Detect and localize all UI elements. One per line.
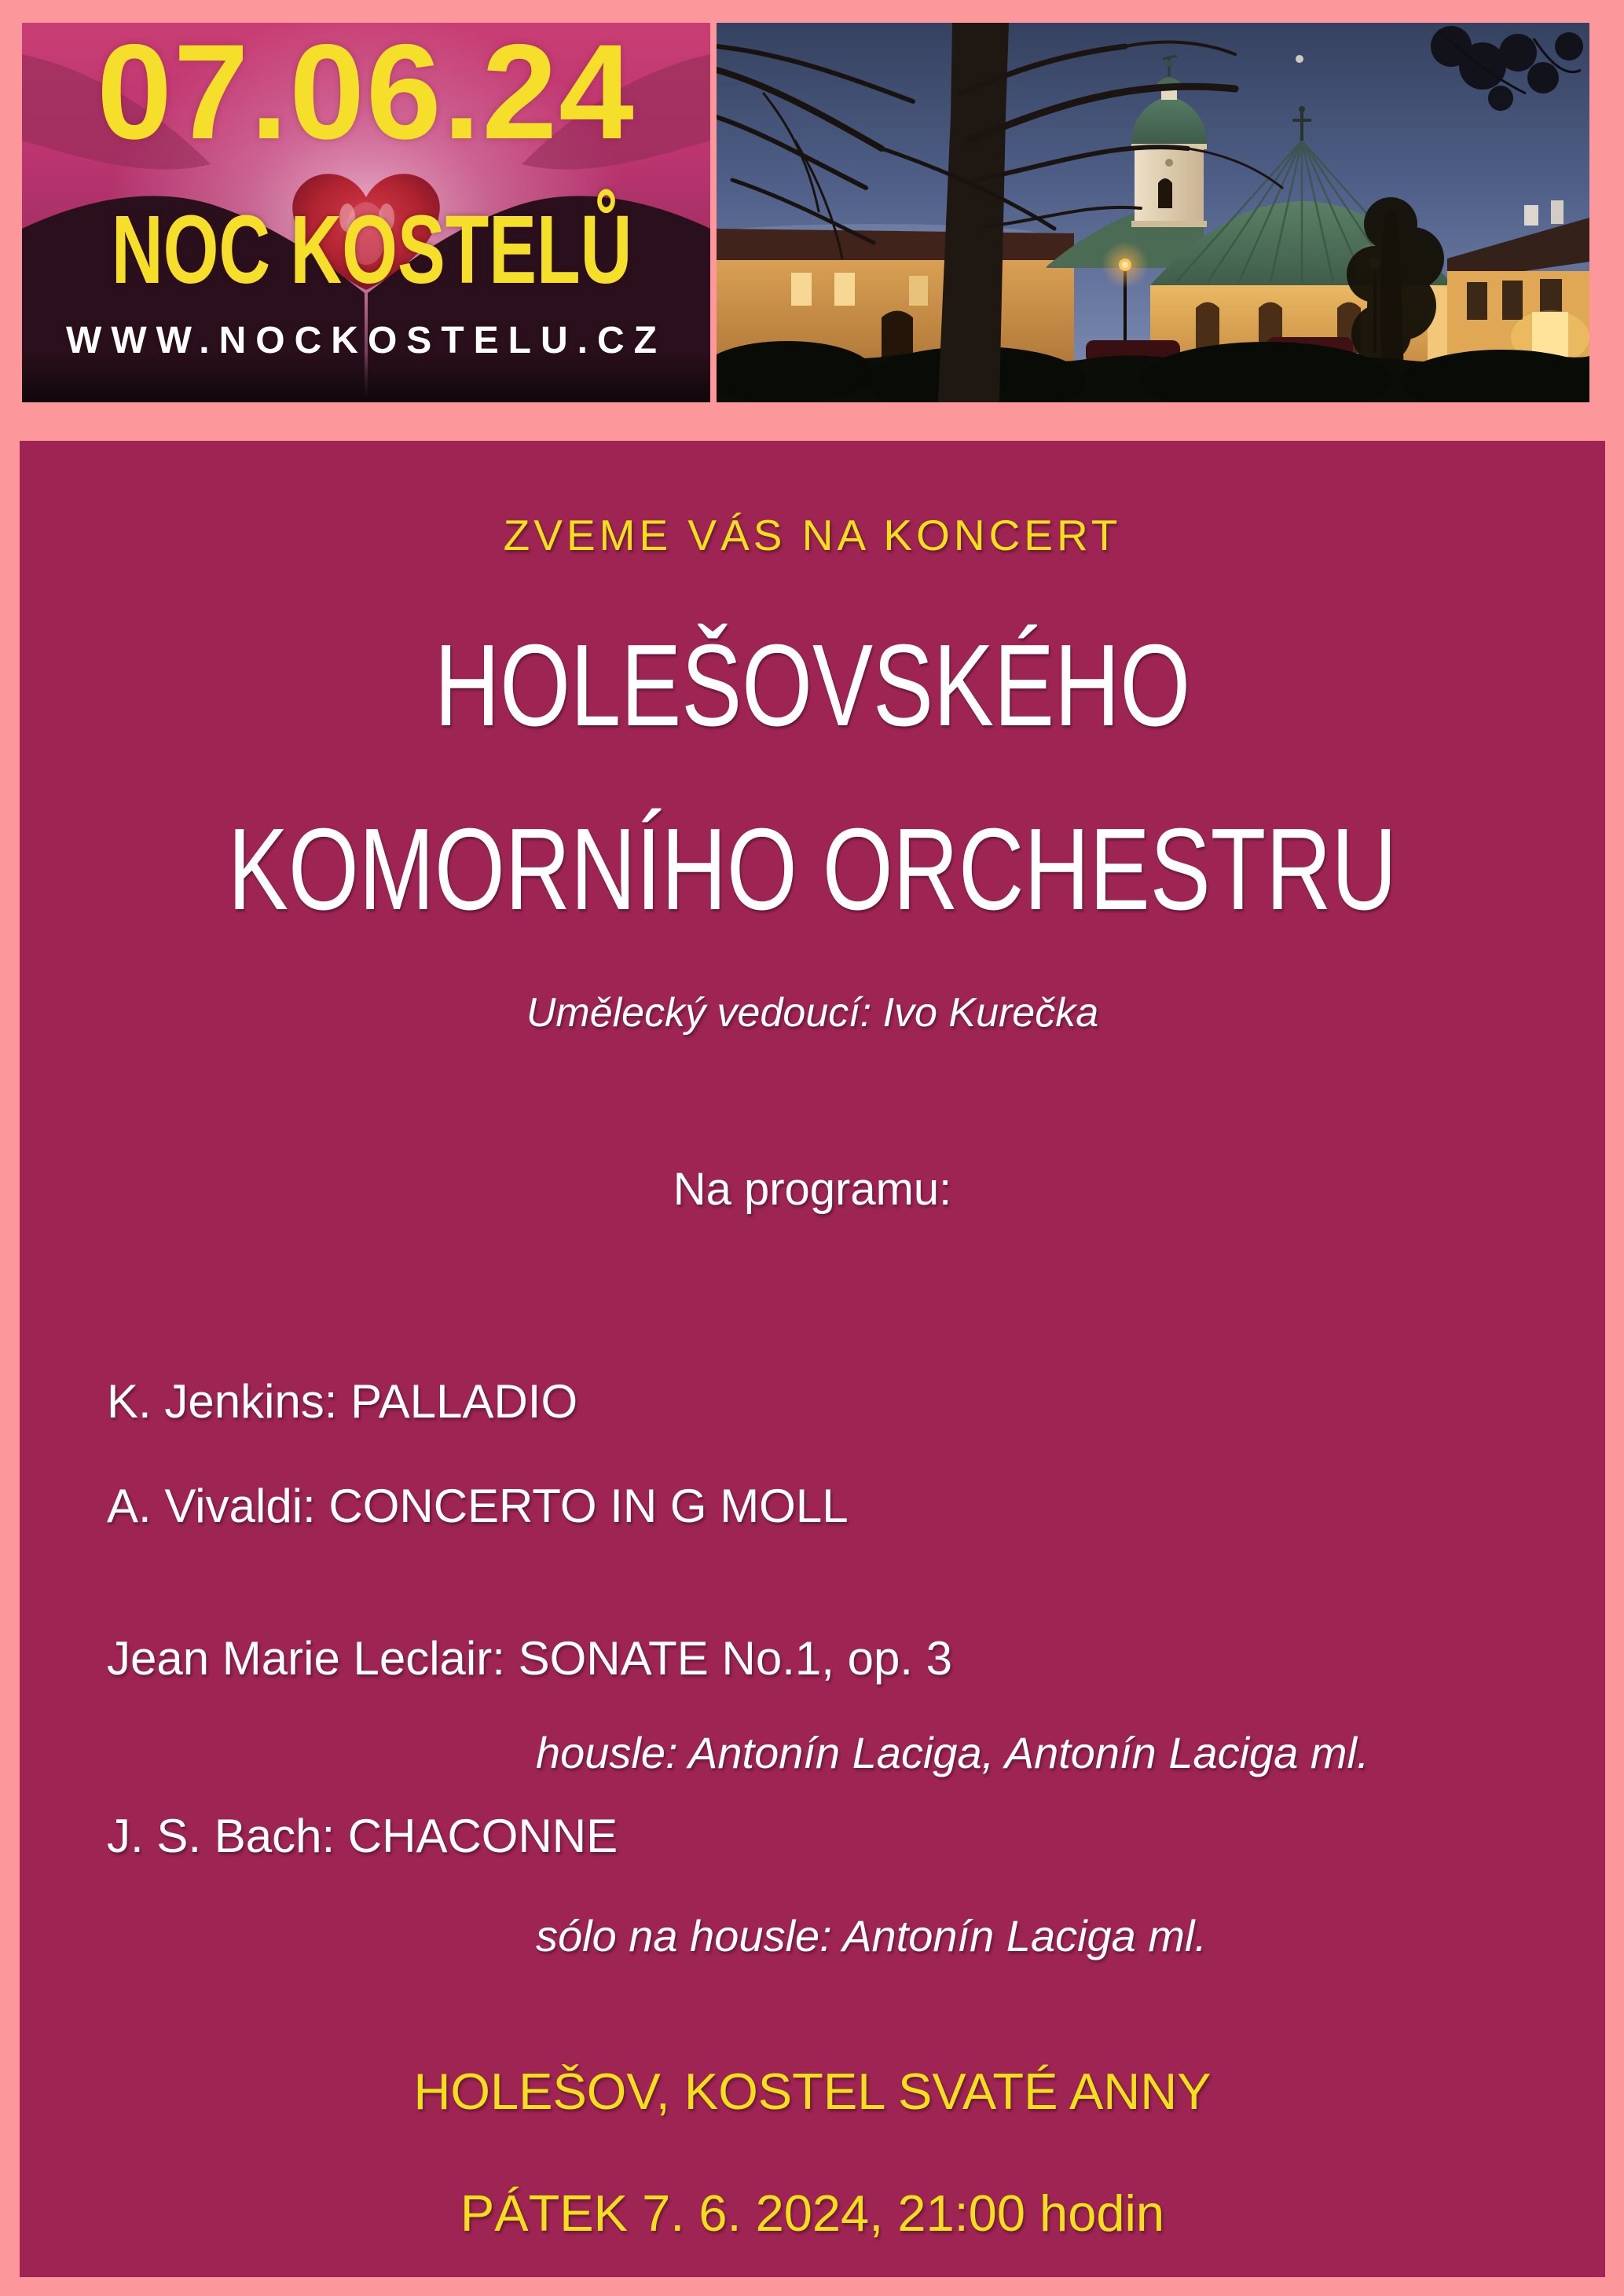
program-item: A. Vivaldi: CONCERTO IN G MOLL xyxy=(107,1480,849,1532)
program-item: J. S. Bach: CHACONNE xyxy=(107,1810,618,1862)
program-item-performers: housle: Antonín Laciga, Antonín Laciga ml. xyxy=(536,1728,1369,1777)
noc-kostelu-banner xyxy=(22,23,710,402)
orchestra-title-line2: KOMORNÍHO ORCHESTRU xyxy=(228,805,1397,934)
program-item: K. Jenkins: PALLADIO xyxy=(107,1375,578,1428)
invite-heading: ZVEME VÁS NA KONCERT xyxy=(503,511,1122,559)
church-night-photo xyxy=(717,23,1589,402)
orchestra-title-line1: HOLEŠOVSKÉHO xyxy=(434,621,1191,750)
poster-panel xyxy=(20,441,1605,2277)
program-item-performers: sólo na housle: Antonín Laciga ml. xyxy=(536,1911,1208,1960)
banner-event-name: NOC KOSTELŮ xyxy=(111,196,632,304)
banner-date: 07.06.24 xyxy=(97,23,636,167)
church-photo-graphic xyxy=(717,23,1589,402)
banner-website: WWW.NOCKOSTELU.CZ xyxy=(66,320,666,361)
conductor-line: Umělecký vedoucí: Ivo Kurečka xyxy=(526,990,1099,1036)
program-item: Jean Marie Leclair: SONATE No.1, op. 3 xyxy=(107,1632,953,1685)
program-heading: Na programu: xyxy=(673,1164,952,1215)
venue-line: HOLEŠOV, KOSTEL SVATÉ ANNY xyxy=(413,2063,1212,2120)
datetime-line: PÁTEK 7. 6. 2024, 21:00 hodin xyxy=(460,2184,1165,2242)
